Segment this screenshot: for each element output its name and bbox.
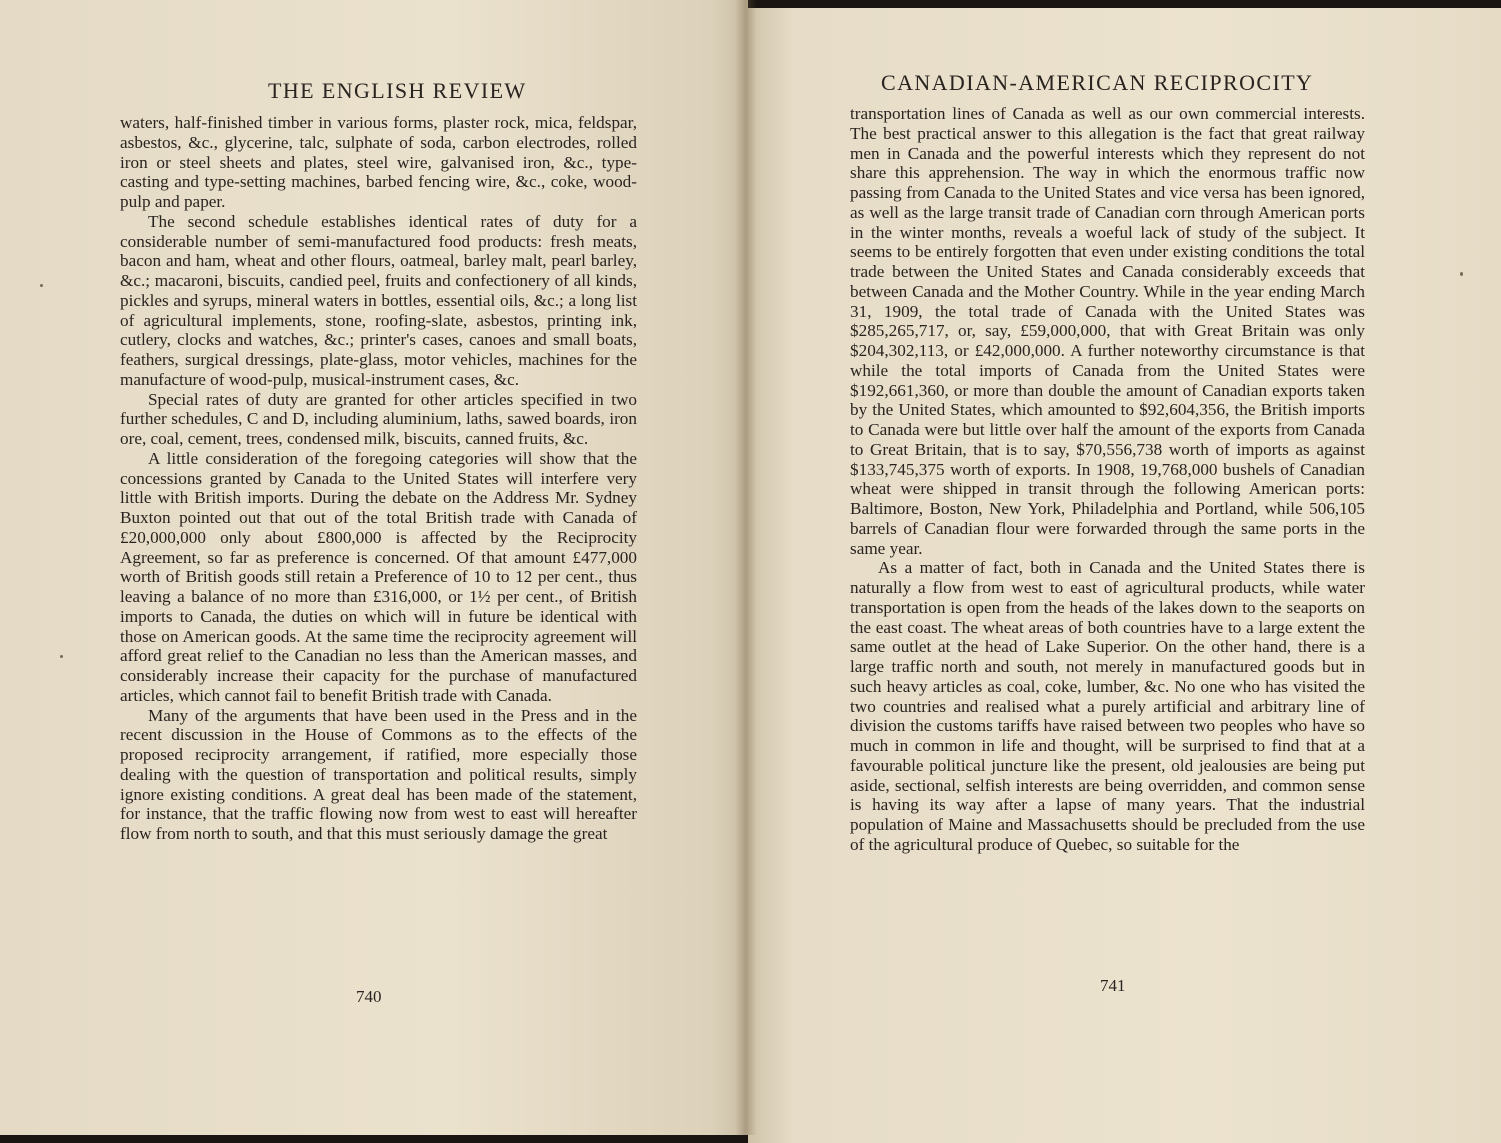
right-page-number: 741 bbox=[1100, 976, 1126, 995]
left-paragraph: The second schedule establishes identical rates of duty for a considerable number of semi-manufactured food products: fresh meats, bacon and ham, wheat and other flours, oatmeal, barley malt, pearl barley, &c.; macaroni, biscuits, candied peel, fruits and confectionery of all kinds, pickles and syrups, mineral waters in bottles, essential oils, &c.; a long list of agricultural implements, stone, roofing-slate, asbestos, printing ink, cutlery, clocks and watches, &c.; printer's cases, canoes and small boats, feathers, surgical dressings, plate-glass, motor vehicles, machines for the manufacture of wood-pulp, musical-instrument cases, &c. bbox=[120, 211, 637, 389]
right-running-head: CANADIAN-AMERICAN RECIPROCITY bbox=[881, 70, 1314, 95]
left-paragraph: Special rates of duty are granted for other articles specified in two further schedules, C and D, including aluminium, laths, sawed boards, iron ore, coal, cement, trees, condensed milk, biscuits, canned fruits, &c. bbox=[120, 389, 637, 448]
left-body-text bbox=[120, 113, 637, 844]
left-page bbox=[0, 0, 748, 1135]
paper-speck bbox=[40, 284, 43, 287]
left-paragraph: Many of the arguments that have been used in the Press and in the recent discussion in the House of Commons as to the effects of the proposed reciprocity arrangement, if ratified, more especially those dealing with the question of transportation and political results, simply ignore existing conditions. A great deal has been made of the statement, for instance, that the traffic flowing now from west to east will hereafter flow from north to south, and that this must seriously damage the great bbox=[120, 705, 637, 843]
right-body-text bbox=[850, 104, 1365, 855]
left-running-head: THE ENGLISH REVIEW bbox=[268, 78, 527, 103]
gutter-shadow bbox=[735, 0, 757, 1135]
left-paragraph: A little consideration of the foregoing categories will show that the concessions granted by Canada to the United States will interfere very little with British imports. During the debate on the Address Mr. Sydney Buxton pointed out that out of the total British trade with Canada of £20,000,000 only about £800,000 is affected by the Reciprocity Agreement, so far as preference is concerned. Of that amount £477,000 worth of British goods still retain a Preference of 10 to 12 per cent., thus leaving a balance of no more than £316,000, or 1½ per cent., of British imports to Canada, the duties on which will in future be identical with those on American goods. At the same time the reciprocity agreement will afford great relief to the Canadian no less than the American masses, and considerably increase their capacity for the purchase of manufactured articles, which cannot fail to benefit British trade with Canada. bbox=[120, 448, 637, 705]
right-paragraph: As a matter of fact, both in Canada and the United States there is naturally a flow from west to east of agricultural products, while water transportation is open from the heads of the lakes down to the seaports on the east coast. The wheat areas of both countries have to a large extent the same outlet at the head of Lake Superior. On the other hand, there is a large traffic north and south, not merely in manufactured goods but in such heavy articles as coal, coke, lumber, &c. No one who has visited the two countries and realised what a purely artificial and arbitrary line of division the customs tariffs have raised between two peoples who have so much in common in life and thought, will be surprised to find that at a favourable political juncture like the present, old jealousies are being put aside, sectional, selfish interests are being overridden, and common sense is having its way after a lapse of many years. That the industrial population of Maine and Massachusetts should be precluded from the use of the agricultural produce of Quebec, so suitable for the bbox=[850, 558, 1365, 854]
paper-speck bbox=[1460, 272, 1463, 276]
right-paragraph: transportation lines of Canada as well as our own commercial interests. The best practical answer to this allegation is the fact that great railway men in Canada and the powerful interests which they represent do not share this apprehension. The way in which the enormous traffic now passing from Canada to the United States and vice versa has been ignored, as well as the large transit trade of Canadian corn through American ports in the winter months, reveals a woeful lack of study of the subject. It seems to be entirely forgotten that even under existing conditions the total trade between the United States and Canada considerably exceeds that between Canada and the Mother Country. While in the year ending March 31, 1909, the total trade of Canada with the United States was $285,265,717, or, say, £59,000,000, that with Great Britain was only $204,302,113, or £42,000,000. A further noteworthy circumstance is that while the total imports of Canada from the United States were $192,661,360, or more than double the amount of Canadian exports taken by the United States, which amounted to $92,604,356, the British imports to Canada were but little over half the amount of the exports from Canada to Great Britain, that is to say, $70,556,738 worth of imports as against $133,745,375 worth of exports. In 1908, 19,768,000 bushels of Canadian wheat were shipped in transit through the following American ports: Baltimore, Boston, New York, Philadelphia and Portland, while 506,105 barrels of Canadian flour were forwarded through the same ports in the same year. bbox=[850, 104, 1365, 558]
right-page bbox=[748, 8, 1501, 1143]
paper-speck bbox=[60, 655, 63, 658]
left-page-number: 740 bbox=[356, 987, 382, 1006]
left-paragraph: waters, half-finished timber in various forms, plaster rock, mica, feldspar, asbestos, &c., glycerine, talc, sulphate of soda, carbon electrodes, rolled iron or steel sheets and plates, steel wire, galvanised iron, &c., type-casting and type-setting machines, barbed fencing wire, &c., coke, wood-pulp and paper. bbox=[120, 113, 637, 211]
